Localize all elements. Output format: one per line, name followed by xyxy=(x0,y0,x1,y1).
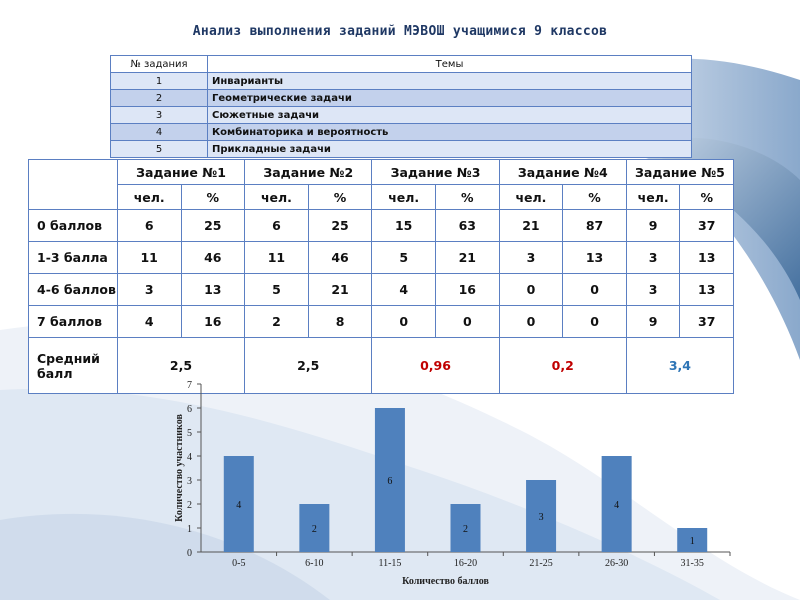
count-cell: 11 xyxy=(245,242,309,274)
topic-number: 2 xyxy=(111,90,208,107)
y-tick-label: 0 xyxy=(187,548,192,559)
count-cell: 9 xyxy=(626,306,680,338)
task-header: Задание №1 xyxy=(117,160,244,185)
count-cell: 6 xyxy=(245,210,309,242)
count-cell: 6 xyxy=(117,210,181,242)
bar-value-label: 6 xyxy=(387,476,393,487)
bar-value-label: 1 xyxy=(689,536,695,547)
percent-cell: 0 xyxy=(436,306,500,338)
results-row xyxy=(29,306,734,338)
subheader-percent: % xyxy=(181,185,245,210)
average-value: 0,2 xyxy=(499,338,626,394)
score-distribution-chart xyxy=(165,372,735,590)
topics-row xyxy=(111,124,692,141)
topic-name: Комбинаторика и вероятность xyxy=(208,124,692,141)
results-row xyxy=(29,274,734,306)
topic-name: Инварианты xyxy=(208,73,692,90)
x-tick-label: 31-35 xyxy=(680,558,704,569)
topics-row xyxy=(111,73,692,90)
x-tick-label: 11-15 xyxy=(378,558,402,569)
percent-cell: 46 xyxy=(181,242,245,274)
bar-value-label: 2 xyxy=(311,524,317,535)
average-label-line2: балл xyxy=(37,365,73,381)
results-row xyxy=(29,210,734,242)
y-tick-label: 2 xyxy=(187,500,192,511)
count-cell: 0 xyxy=(372,306,436,338)
score-range-label: 1-3 балла xyxy=(29,242,118,274)
percent-cell: 87 xyxy=(563,210,627,242)
subheader-count: чел. xyxy=(245,185,309,210)
subheader-percent: % xyxy=(680,185,734,210)
count-cell: 21 xyxy=(499,210,563,242)
count-cell: 0 xyxy=(499,306,563,338)
percent-cell: 0 xyxy=(563,306,627,338)
percent-cell: 16 xyxy=(181,306,245,338)
task-header: Задание №4 xyxy=(499,160,626,185)
y-tick-label: 3 xyxy=(187,476,192,487)
count-cell: 5 xyxy=(245,274,309,306)
percent-cell: 46 xyxy=(308,242,372,274)
percent-cell: 13 xyxy=(563,242,627,274)
topics-row xyxy=(111,141,692,158)
y-tick-label: 7 xyxy=(187,380,192,391)
x-tick-label: 0-5 xyxy=(232,558,246,569)
y-axis-title: Количество участников xyxy=(174,414,185,522)
results-row xyxy=(29,242,734,274)
subheader-count: чел. xyxy=(372,185,436,210)
topic-number: 4 xyxy=(111,124,208,141)
count-cell: 3 xyxy=(117,274,181,306)
average-value: 2,5 xyxy=(117,338,244,394)
x-tick-label: 26-30 xyxy=(604,558,629,569)
average-value: 0,96 xyxy=(372,338,499,394)
topic-number: 3 xyxy=(111,107,208,124)
x-tick-label: 6-10 xyxy=(305,558,324,569)
subheader-count: чел. xyxy=(117,185,181,210)
task-header: Задание №3 xyxy=(372,160,499,185)
count-cell: 0 xyxy=(499,274,563,306)
results-corner-cell xyxy=(29,160,118,210)
average-value: 2,5 xyxy=(245,338,372,394)
count-cell: 11 xyxy=(117,242,181,274)
count-cell: 5 xyxy=(372,242,436,274)
subheader-count: чел. xyxy=(626,185,680,210)
percent-cell: 13 xyxy=(181,274,245,306)
percent-cell: 0 xyxy=(563,274,627,306)
topics-row xyxy=(111,90,692,107)
percent-cell: 25 xyxy=(181,210,245,242)
percent-cell: 37 xyxy=(680,210,734,242)
topics-header-number: № задания xyxy=(111,56,208,73)
y-tick-label: 6 xyxy=(187,404,192,415)
results-table xyxy=(28,159,734,394)
topic-number: 5 xyxy=(111,141,208,158)
count-cell: 2 xyxy=(245,306,309,338)
percent-cell: 25 xyxy=(308,210,372,242)
topics-table xyxy=(110,55,692,158)
x-tick-label: 16-20 xyxy=(453,558,478,569)
y-tick-label: 4 xyxy=(187,452,192,463)
average-value: 3,4 xyxy=(626,338,733,394)
count-cell: 4 xyxy=(117,306,181,338)
page-title: Анализ выполнения заданий МЭВОШ учащимися 9 классов xyxy=(192,24,608,39)
percent-cell: 37 xyxy=(680,306,734,338)
bar-value-label: 4 xyxy=(236,500,242,511)
count-cell: 15 xyxy=(372,210,436,242)
count-cell: 3 xyxy=(626,242,680,274)
x-axis-title: Количество баллов xyxy=(402,576,489,587)
bar-value-label: 4 xyxy=(614,500,620,511)
bar-value-label: 3 xyxy=(538,512,544,523)
y-tick-label: 5 xyxy=(187,428,192,439)
average-label-line1: Средний xyxy=(37,350,100,366)
subheader-percent: % xyxy=(436,185,500,210)
topic-name: Геометрические задачи xyxy=(208,90,692,107)
percent-cell: 21 xyxy=(308,274,372,306)
percent-cell: 63 xyxy=(436,210,500,242)
score-range-label: 4-6 баллов xyxy=(29,274,118,306)
task-header: Задание №2 xyxy=(245,160,372,185)
topic-name: Сюжетные задачи xyxy=(208,107,692,124)
topics-row xyxy=(111,107,692,124)
task-header: Задание №5 xyxy=(626,160,733,185)
topics-header-themes: Темы xyxy=(208,56,692,73)
topic-number: 1 xyxy=(111,73,208,90)
score-range-label: 0 баллов xyxy=(29,210,118,242)
topic-name: Прикладные задачи xyxy=(208,141,692,158)
percent-cell: 21 xyxy=(436,242,500,274)
percent-cell: 16 xyxy=(436,274,500,306)
y-tick-label: 1 xyxy=(187,524,192,535)
subheader-count: чел. xyxy=(499,185,563,210)
count-cell: 4 xyxy=(372,274,436,306)
count-cell: 3 xyxy=(626,274,680,306)
score-range-label: 7 баллов xyxy=(29,306,118,338)
count-cell: 3 xyxy=(499,242,563,274)
count-cell: 9 xyxy=(626,210,680,242)
percent-cell: 13 xyxy=(680,274,734,306)
subheader-percent: % xyxy=(563,185,627,210)
percent-cell: 13 xyxy=(680,242,734,274)
subheader-percent: % xyxy=(308,185,372,210)
bar-value-label: 2 xyxy=(463,524,468,535)
x-tick-label: 21-25 xyxy=(529,558,553,569)
percent-cell: 8 xyxy=(308,306,372,338)
average-label xyxy=(29,338,118,394)
